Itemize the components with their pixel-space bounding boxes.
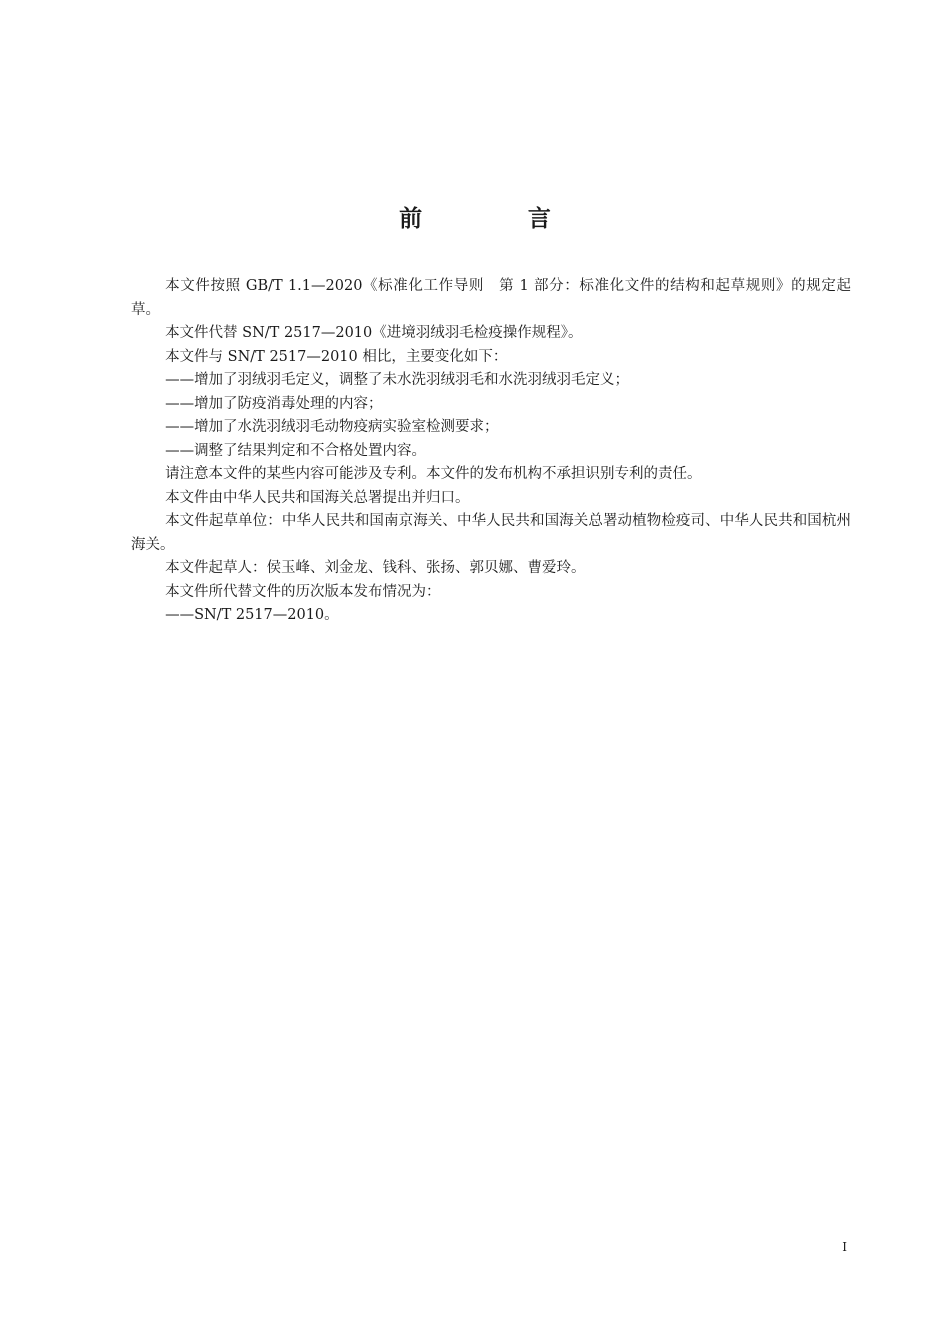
paragraph: 本文件代替 SN/T 2517—2010《进境羽绒羽毛检疫操作规程》。 [165,325,583,341]
change-list-item: ——增加了水洗羽绒羽毛动物疫病实验室检测要求； [165,419,499,435]
paragraph: 本文件起草单位：中华人民共和国南京海关、中华人民共和国海关总署动植物检疫司、中华人民共和国杭州海关。 [131,513,851,553]
change-list-item: ——调整了结果判定和不合格处置内容。 [165,442,427,459]
paragraph: 本文件与 SN/T 2517—2010 相比，主要变化如下： [165,348,508,365]
version-list-item: ——SN/T 2517—2010。 [165,607,339,623]
paragraph: 请注意本文件的某些内容可能涉及专利。本文件的发布机构不承担识别专利的责任。 [165,466,702,482]
paragraph: 本文件按照 GB/T 1.1—2020《标准化工作导则 第 1 部分：标准化文件的结构和起草规则》的规定起草。 [131,278,851,318]
document-body [131,275,851,628]
paragraph: 本文件起草人：侯玉峰、刘金龙、钱科、张扬、郭贝娜、曹爱玲。 [165,560,586,576]
paragraph: 本文件由中华人民共和国海关总署提出并归口。 [165,489,470,506]
page-number: I [842,1240,847,1254]
change-list-item: ——增加了防疫消毒处理的内容； [165,395,383,412]
paragraph: 本文件所代替文件的历次版本发布情况为： [165,583,441,600]
change-list-item: ——增加了羽绒羽毛定义，调整了未水洗羽绒羽毛和水洗羽绒羽毛定义； [165,372,630,388]
page-title: 前 言 [399,206,593,232]
